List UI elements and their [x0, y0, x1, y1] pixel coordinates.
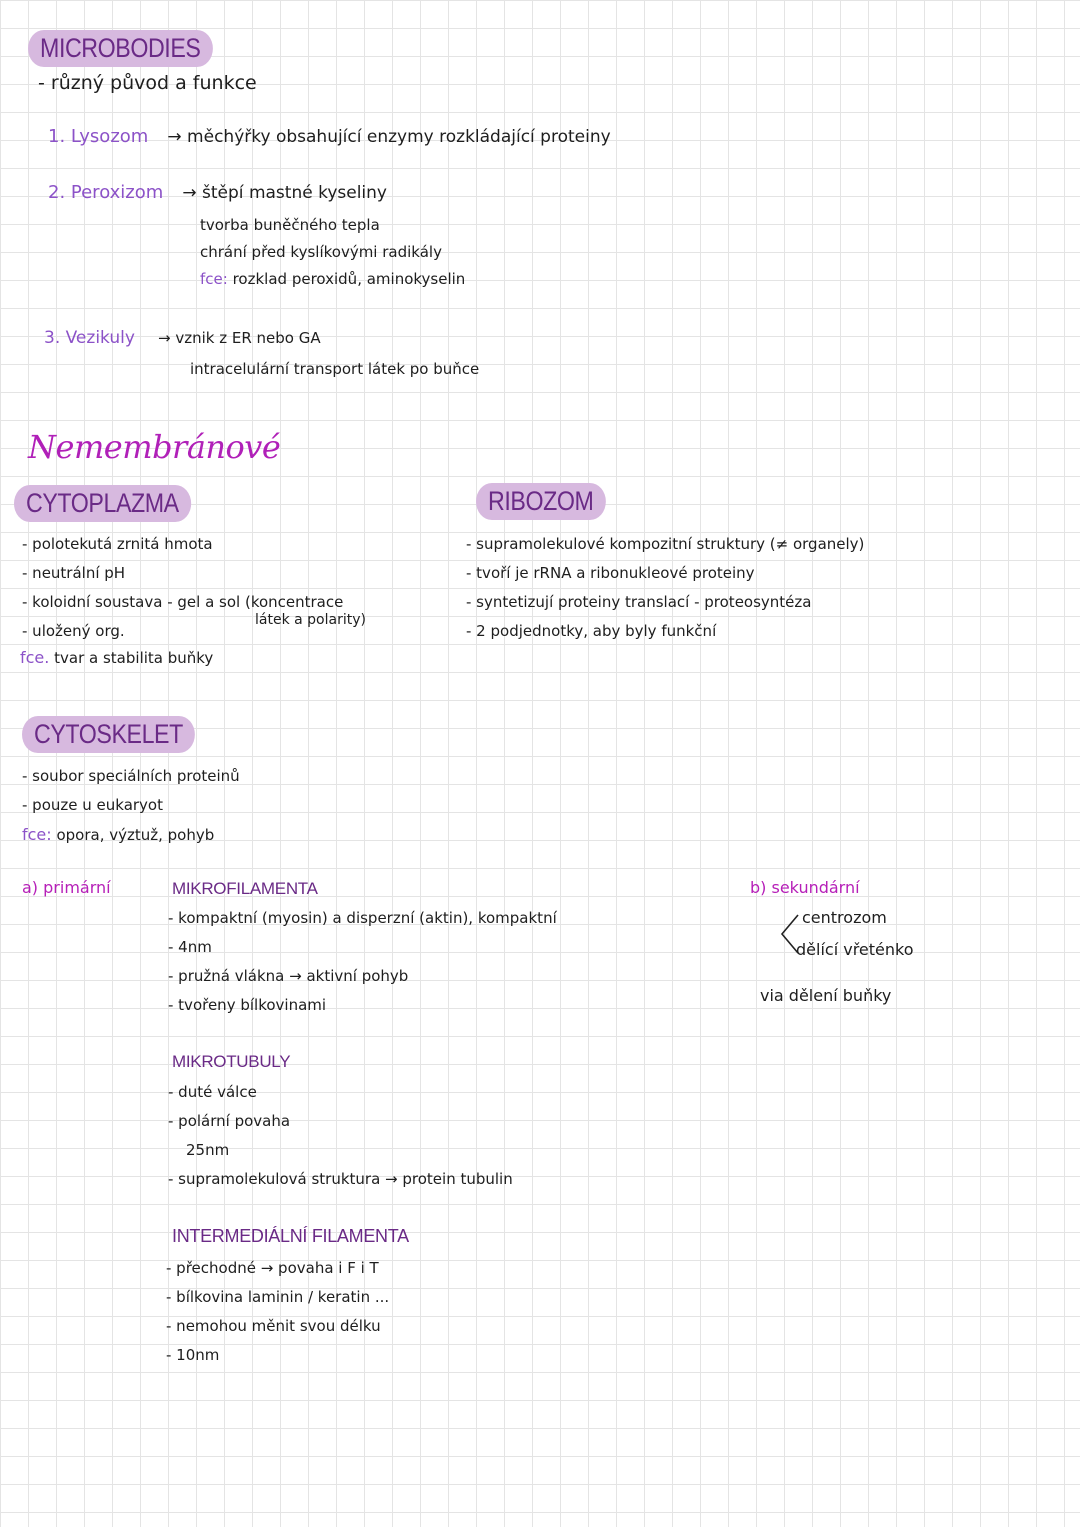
- primary-label: a) primární: [22, 878, 111, 897]
- mikrotubuly-title: MIKROTUBULY: [172, 1052, 291, 1071]
- mikrofilamenta-lines: [168, 904, 557, 1020]
- intermedialni-title: INTERMEDIÁLNÍ FILAMENTA: [172, 1226, 409, 1246]
- cytoplazma-line: - neutrální pH: [22, 564, 126, 582]
- cytoskelet-title: CYTOSKELET: [22, 716, 195, 753]
- peroxizom-row: [48, 182, 387, 203]
- lysozom-text: → měchýřky obsahující enzymy rozkládající proteiny: [167, 127, 611, 147]
- mikrotubuly-line: - duté válce: [168, 1083, 257, 1101]
- ribozom-lines: [466, 530, 864, 646]
- ribozom-line: - 2 podjednotky, aby byly funkční: [466, 622, 717, 640]
- secondary-note: via dělení buňky: [760, 986, 892, 1005]
- mikrotubuly-line: 25nm: [186, 1141, 230, 1159]
- microbodies-title: MICROBODIES: [28, 30, 212, 67]
- cytoplazma-fce-text: tvar a stabilita buňky: [54, 649, 214, 667]
- cytoplazma-fce-label: fce.: [20, 648, 50, 667]
- cytoplazma-lines: [22, 530, 343, 646]
- intermedialni-lines: [166, 1254, 389, 1370]
- mikrofilamenta-line: - kompaktní (myosin) a disperzní (aktin), kompaktní: [168, 909, 557, 927]
- peroxizom-label: 2. Peroxizom: [48, 182, 164, 203]
- ribozom-title: RIBOZOM: [476, 483, 605, 520]
- cytoskelet-fce-text: opora, výztuž, pohyb: [56, 826, 215, 844]
- peroxizom-line: tvorba buněčného tepla: [200, 216, 380, 234]
- cytoskelet-line: - pouze u eukaryot: [22, 796, 163, 814]
- peroxizom-line: chrání před kyslíkovými radikály: [200, 243, 442, 261]
- mikrotubuly-lines: [168, 1078, 513, 1194]
- vezikuly-text: → vznik z ER nebo GA: [158, 329, 321, 347]
- cytoskelet-fce-label: fce:: [22, 825, 52, 844]
- secondary-item-vretenko: dělící vřeténko: [796, 940, 914, 959]
- secondary-label: b) sekundární: [750, 878, 860, 897]
- cytoplazma-line: - uložený org.: [22, 622, 125, 640]
- nemembranove-title: Nemembránové: [28, 428, 281, 466]
- cytoplazma-line: - koloidní soustava - gel a sol (koncentrace: [22, 593, 344, 611]
- vezikuly-row: [44, 328, 321, 348]
- mikrofilamenta-title: MIKROFILAMENTA: [172, 879, 318, 898]
- mikrofilamenta-line: - pružná vlákna → aktivní pohyb: [168, 967, 409, 985]
- cytoplazma-fce: [20, 648, 213, 667]
- cytoplazma-title: CYTOPLAZMA: [14, 485, 191, 522]
- mikrofilamenta-line: - 4nm: [168, 938, 212, 956]
- ribozom-line: - syntetizují proteiny translací - proteosyntéza: [466, 593, 812, 611]
- intermedialni-line: - nemohou měnit svou délku: [166, 1317, 381, 1335]
- peroxizom-fce-label: fce:: [200, 270, 228, 288]
- intermedialni-line: - přechodné → povaha i F i T: [166, 1259, 379, 1277]
- peroxizom-text: → štěpí mastné kyseliny: [182, 183, 387, 203]
- lysozom-row: [48, 126, 611, 147]
- peroxizom-fce-text: rozklad peroxidů, aminokyselin: [232, 270, 466, 288]
- intermedialni-line: - 10nm: [166, 1346, 220, 1364]
- cytoplazma-line: - polotekutá zrnitá hmota: [22, 535, 213, 553]
- cytoplazma-note: látek a polarity): [255, 612, 366, 628]
- cytoskelet-line: - soubor speciálních proteinů: [22, 767, 240, 785]
- microbodies-subtitle: - různý původ a funkce: [38, 72, 257, 94]
- mikrotubuly-line: - polární povaha: [168, 1112, 291, 1130]
- intermedialni-line: - bílkovina laminin / keratin ...: [166, 1288, 390, 1306]
- mikrotubuly-line: - supramolekulová struktura → protein tubulin: [168, 1170, 513, 1188]
- mikrofilamenta-line: - tvořeny bílkovinami: [168, 996, 327, 1014]
- peroxizom-details: [200, 212, 465, 293]
- vezikuly-line: intracelulární transport látek po buňce: [190, 360, 480, 378]
- vezikuly-label: 3. Vezikuly: [44, 328, 135, 348]
- cytoskelet-lines: [22, 762, 240, 850]
- secondary-item-centrozom: centrozom: [802, 908, 887, 927]
- ribozom-line: - supramolekulové kompozitní struktury (≠ organely): [466, 535, 865, 553]
- ribozom-line: - tvoří je rRNA a ribonukleové proteiny: [466, 564, 755, 582]
- lysozom-label: 1. Lysozom: [48, 126, 149, 147]
